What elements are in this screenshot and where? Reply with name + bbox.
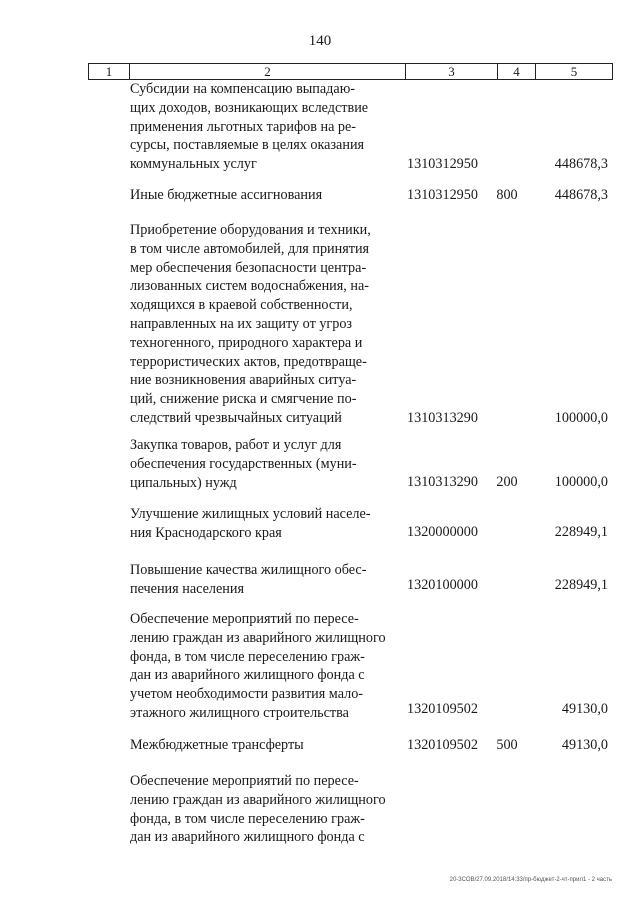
row-name: Иные бюджетные ассигнования xyxy=(130,187,323,203)
footer-note: 20-3СОВ/27.09.2018/14:33/пр-бюджет-2-чт-прил1 - 2 часть xyxy=(449,877,612,883)
row-amount: 49130,0 xyxy=(561,701,608,717)
row-amount: 448678,3 xyxy=(554,187,608,203)
column-header-5: 5 xyxy=(535,64,612,79)
row-amount: 448678,3 xyxy=(554,156,608,172)
row-name: Межбюджетные трансферты xyxy=(130,737,304,753)
row-name: Повышение качества жилищного обес- печения населения xyxy=(130,562,367,597)
column-header-1: 1 xyxy=(105,64,113,79)
row-target-code: 1310312950 xyxy=(407,187,478,203)
row-target-code: 1320109502 xyxy=(407,701,478,717)
row-target-code: 1310313290 xyxy=(407,410,478,426)
row-target-code: 1320100000 xyxy=(407,577,478,593)
row-expense-type: 500 xyxy=(496,737,518,753)
row-expense-type: 800 xyxy=(496,187,518,203)
column-header-2: 2 xyxy=(129,64,405,79)
row-name: Приобретение оборудования и техники, в том числе автомобилей, для принятия мер обеспечения безопасности центра- лизованных систем водоснабжения, на- ходящихся в краевой собственности, направленных на их защиту от угроз техногенного, природного характера и террористических актов, предотвраще- ние возникновения аварийных ситуа- ций, снижение риска и смягчение по- следствий чрезвычайных ситуаций xyxy=(130,222,371,426)
page-number: 140 xyxy=(308,33,332,49)
row-target-code: 1310312950 xyxy=(407,156,478,172)
column-header-3: 3 xyxy=(405,64,497,79)
row-name: Субсидии на компенсацию выпадаю- щих доходов, возникающих вследствие применения льготных тарифов на ре- сурсы, поставляемые в целях оказания коммунальных услуг xyxy=(130,81,369,173)
row-name: Улучшение жилищных условий населе- ния Краснодарского края xyxy=(130,506,371,541)
column-header-4: 4 xyxy=(497,64,535,79)
row-amount: 100000,0 xyxy=(554,474,608,490)
row-name: Закупка товаров, работ и услуг для обеспечения государственных (муни- ципальных) нужд xyxy=(130,437,357,491)
row-amount: 228949,1 xyxy=(554,577,608,593)
row-target-code: 1320109502 xyxy=(407,737,478,753)
row-target-code: 1310313290 xyxy=(407,474,478,490)
row-target-code: 1320000000 xyxy=(407,524,478,540)
row-name: Обеспечение мероприятий по пересе- лению граждан из аварийного жилищного фонда, в том числе переселению граж- дан из аварийного жилищного фонда с xyxy=(130,773,386,846)
row-amount: 228949,1 xyxy=(554,524,608,540)
row-name: Обеспечение мероприятий по пересе- лению граждан из аварийного жилищного фонда, в том числе переселению граж- дан из аварийного жилищного фонда с учетом необходимости развития мало- этажного жилищного строительства xyxy=(130,611,386,721)
row-expense-type: 200 xyxy=(496,474,518,490)
row-amount: 100000,0 xyxy=(554,410,608,426)
row-amount: 49130,0 xyxy=(561,737,608,753)
